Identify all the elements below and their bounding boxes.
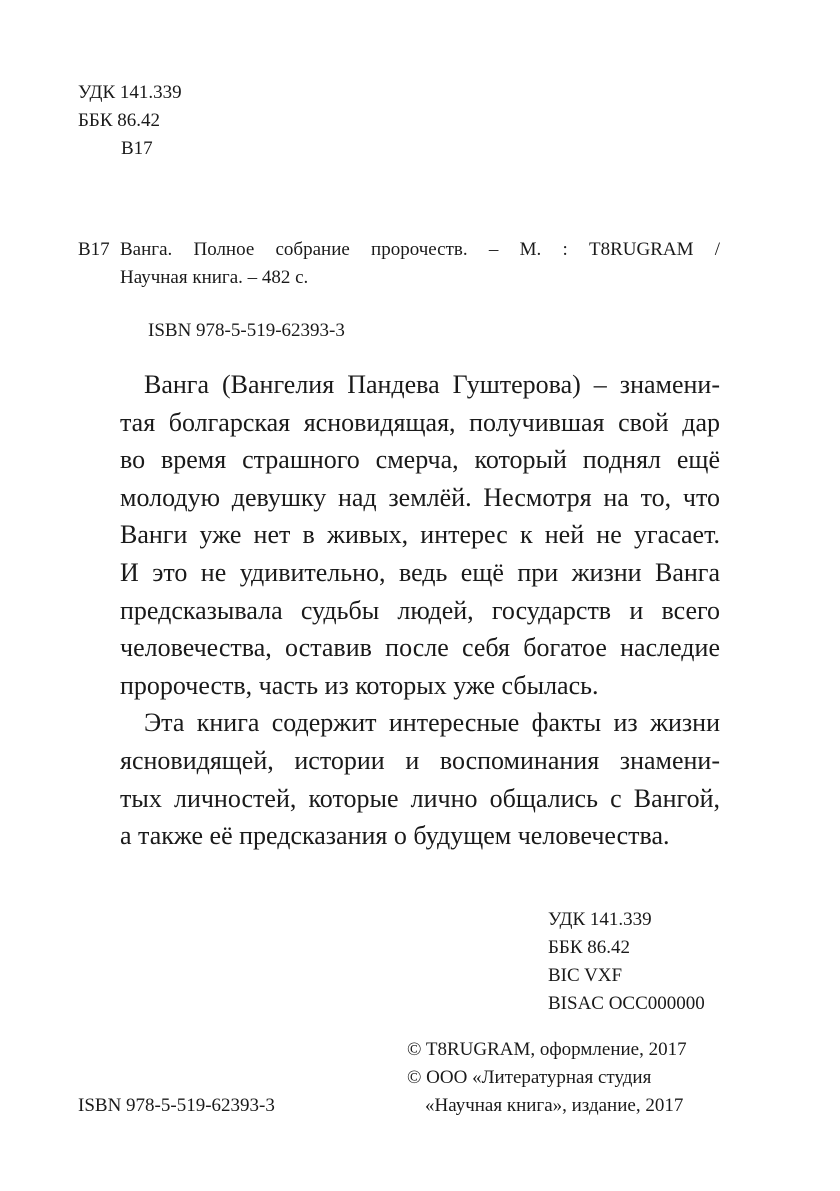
entry-isbn-text: ISBN 978-5-519-62393-3 [148, 320, 345, 341]
bibliographic-entry [120, 236, 720, 292]
copyright-line-3: «Научная книга», издание, 2017 [425, 1095, 684, 1116]
annotation-line: а также её предсказания о будущем человечества. [120, 821, 670, 851]
copyright-line-1: © T8RUGRAM, оформление, 2017 [407, 1039, 687, 1060]
copyright-line-2: © ООО «Литературная студия [407, 1067, 652, 1088]
annotation-line: ясновидящей, истории и воспоминания знамени- [120, 745, 720, 775]
annotation-line: Эта книга содержит интересные факты из жизни [144, 708, 720, 738]
annotation-line: молодую девушку над землёй. Несмотря на то, что [120, 482, 720, 512]
annotation-line: Ванги уже нет в живых, интерес к ней не угасает. [120, 520, 720, 550]
entry-author-mark: В17 [78, 239, 110, 260]
bic-code: BIC VXF [548, 965, 623, 986]
annotation-line: Ванга (Вангелия Пандева Гуштерова) – знамени- [144, 370, 720, 399]
bisac-code: BISAC OCC000000 [548, 993, 705, 1014]
entry-line-1: Ванга. Полное собрание пророчеств. – М. : T8RUGRAM / [120, 239, 720, 260]
annotation-paragraph-1 [120, 366, 720, 704]
annotation-line: тая болгарская ясновидящая, получившая свой дар [120, 407, 720, 437]
bbk-code: ББК 86.42 [548, 937, 630, 958]
entry-line-2: Научная книга. – 482 с. [120, 267, 309, 288]
footer-isbn [78, 1092, 275, 1120]
annotation-line: предсказывала судьбы людей, государств и всего [120, 595, 720, 625]
annotation-paragraph-2 [120, 704, 720, 854]
footer-isbn-text: ISBN 978-5-519-62393-3 [78, 1095, 275, 1116]
entry-isbn [148, 317, 345, 345]
annotation-line: во время страшного смерча, который поднял ещё [120, 445, 720, 475]
annotation [120, 366, 720, 855]
bbk-code: ББК 86.42 [78, 110, 160, 131]
udk-code: УДК 141.339 [78, 82, 182, 103]
bibliographic-entry-mark [78, 236, 110, 264]
annotation-line: И это не удивительно, ведь ещё при жизни Ванга [120, 557, 720, 587]
author-mark: В17 [121, 138, 153, 159]
header-codes [78, 79, 182, 163]
udk-code: УДК 141.339 [548, 909, 652, 930]
annotation-line: человечества, оставив после себя богатое наследие [120, 633, 720, 663]
copyright-block [407, 1036, 687, 1120]
classification-block [548, 906, 705, 1018]
annotation-line: тых личностей, которые лично общались с Вангой, [120, 783, 720, 813]
annotation-line: пророчеств, часть из которых уже сбылась. [120, 670, 599, 700]
